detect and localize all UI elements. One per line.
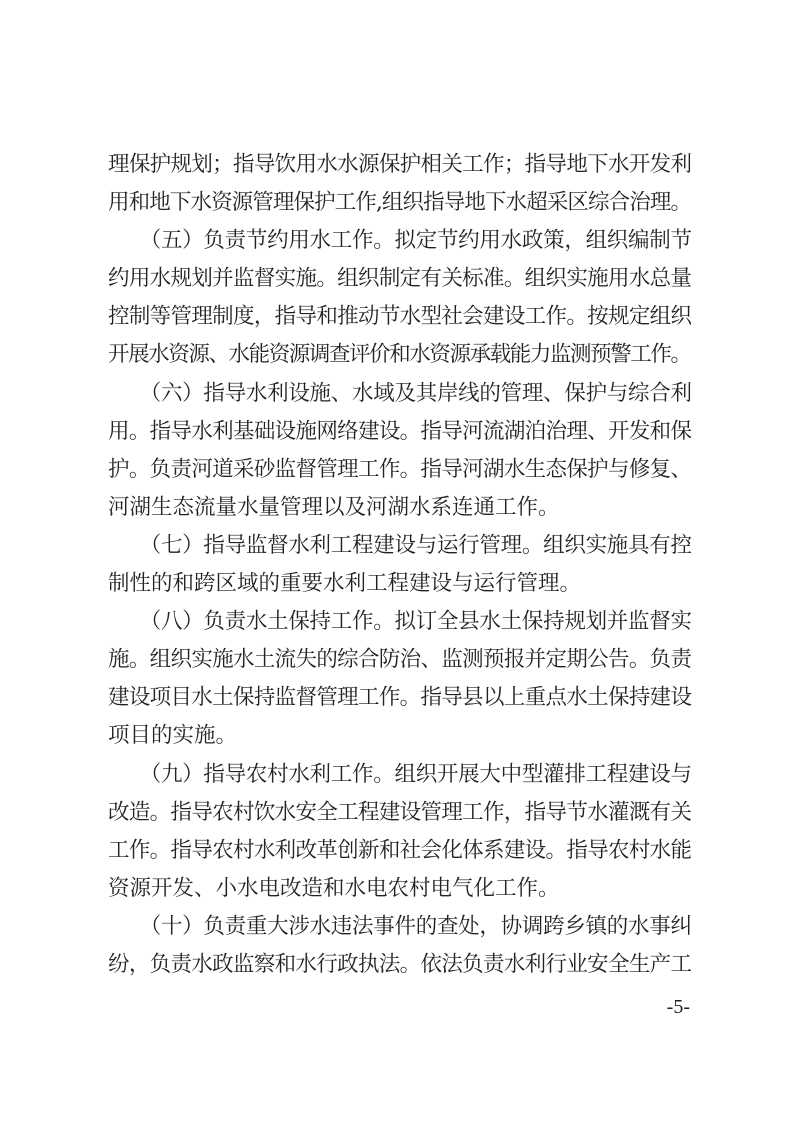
text-line [108, 531, 692, 569]
text-line [108, 874, 692, 912]
text-line [108, 912, 692, 950]
text-line-content: 用。指导水利基础设施网络建设。指导河流湖泊治理、开发和保 [108, 418, 692, 444]
text-line-content: （八）负责水土保持工作。拟订全县水土保持规划并监督实 [108, 609, 692, 635]
text-line [108, 379, 692, 417]
text-line [108, 226, 692, 264]
text-line [108, 264, 692, 302]
text-line-content: 制性的和跨区域的重要水利工程建设与运行管理。 [108, 571, 582, 597]
text-line-content: 工作。指导农村水利改革创新和社会化体系建设。指导农村水能 [108, 837, 692, 863]
document-body [108, 150, 692, 988]
text-line [108, 340, 692, 378]
text-line [108, 569, 692, 607]
text-line [108, 493, 692, 531]
text-line [108, 950, 692, 988]
text-line [108, 188, 692, 226]
text-line [108, 645, 692, 683]
text-line [108, 721, 692, 759]
text-line-content: 建设项目水土保持监督管理工作。指导县以上重点水土保持建设 [108, 685, 692, 711]
text-line-content: 施。组织实施水土流失的综合防治、监测预报并定期公告。负责 [108, 647, 692, 673]
text-line-content: 改造。指导农村饮水安全工程建设管理工作，指导节水灌溉有关 [108, 799, 692, 825]
text-line [108, 302, 692, 340]
text-line-content: （六）指导水利设施、水域及其岸线的管理、保护与综合利 [108, 380, 692, 406]
text-line [108, 455, 692, 493]
text-line [108, 417, 692, 455]
text-line-content: 护。负责河道采砂监督管理工作。指导河湖水生态保护与修复、 [108, 456, 692, 482]
text-line-content: 理保护规划；指导饮用水水源保护相关工作；指导地下水开发利 [108, 152, 692, 177]
text-line-content: 纷，负责水政监察和水行政执法。依法负责水利行业安全生产工 [108, 951, 692, 977]
page-number: -5- [666, 996, 690, 1018]
text-line-content: （七）指导监督水利工程建设与运行管理。组织实施具有控 [108, 532, 692, 558]
text-line-content: 开展水资源、水能资源调查评价和水资源承载能力监测预警工作。 [108, 342, 691, 368]
text-line-content: 项目的实施。 [108, 723, 238, 749]
text-line-content: 资源开发、小水电改造和水电农村电气化工作。 [108, 875, 560, 901]
text-line [108, 607, 692, 645]
text-line [108, 836, 692, 874]
text-line-content: 用和地下水资源管理保护工作,组织指导地下水超采区综合治理。 [108, 190, 692, 216]
text-line-content: （十）负责重大涉水违法事件的查处，协调跨乡镇的水事纠 [108, 913, 692, 939]
text-line-content: 河湖生态流量水量管理以及河湖水系连通工作。 [108, 494, 560, 520]
text-line-content: （五）负责节约用水工作。拟定节约用水政策，组织编制节 [108, 228, 692, 254]
text-line [108, 760, 692, 798]
text-line [108, 798, 692, 836]
text-line-content: 控制等管理制度，指导和推动节水型社会建设工作。按规定组织 [108, 304, 692, 330]
text-line-content: （九）指导农村水利工作。组织开展大中型灌排工程建设与 [108, 761, 692, 787]
text-line [108, 150, 692, 188]
text-line [108, 683, 692, 721]
text-line-content: 约用水规划并监督实施。组织制定有关标准。组织实施用水总量 [108, 266, 692, 292]
